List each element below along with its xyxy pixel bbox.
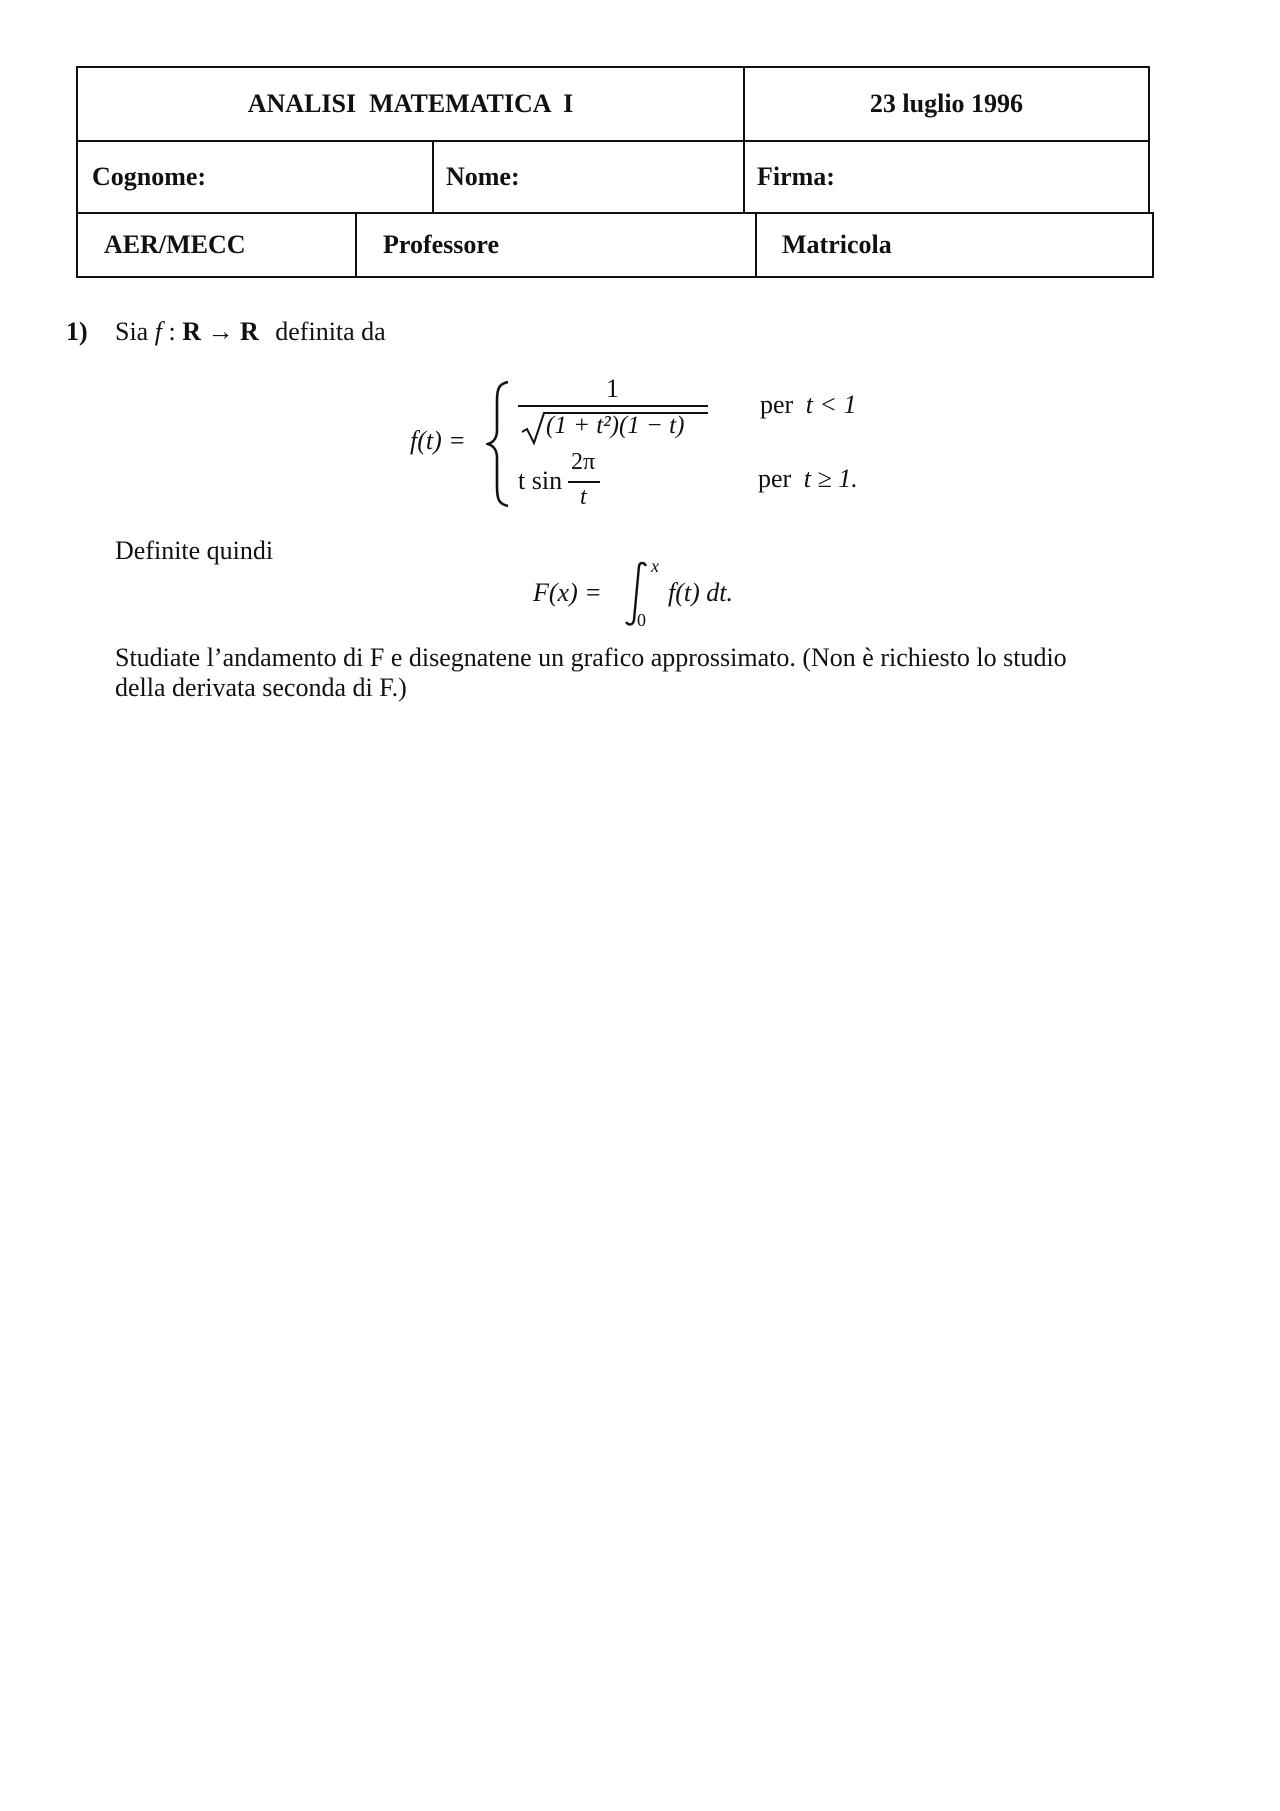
case1-cond-expr: t < 1	[805, 390, 857, 419]
course-code: AER/MECC	[104, 230, 246, 259]
integral-lhs: F(x) =	[533, 578, 602, 607]
exercise-number: 1)	[66, 317, 88, 346]
intro-r-codomain: R	[239, 317, 259, 346]
task-line-1: Studiate l’andamento di F e disegnatene un grafico approssimato. (Non è richiesto lo studio	[115, 643, 1067, 672]
case1-condition	[760, 390, 856, 420]
case2-fraction-bar	[568, 481, 600, 483]
exam-date: 23 luglio 1996	[869, 89, 1024, 118]
integral-lower-limit: 0	[637, 610, 646, 630]
case1-fraction-bar	[518, 405, 708, 407]
case2-condition	[758, 464, 858, 494]
course-title: ANALISI MATEMATICA I	[247, 89, 574, 118]
intro-colon: :	[161, 317, 183, 346]
table-divider-surname	[432, 140, 434, 214]
integral-upper-limit: x	[651, 556, 659, 576]
intro-arrow: →	[200, 317, 240, 346]
case2-denominator: t	[580, 484, 587, 510]
integral-body: f(t) dt.	[668, 578, 733, 607]
intro-f: f	[154, 317, 162, 346]
case2-cond-word: per	[758, 464, 792, 493]
table-divider-professor	[755, 212, 757, 278]
case2-numerator: 2π	[571, 449, 596, 475]
case2-prefix: t sin	[518, 466, 563, 495]
intro-sia: Sia	[115, 317, 149, 346]
table-border-right-lower	[1152, 212, 1154, 278]
intro-definita: definita da	[275, 317, 386, 346]
signature-label: Firma:	[757, 162, 835, 191]
student-id-label: Matricola	[782, 230, 892, 259]
table-divider-code	[355, 212, 357, 278]
case1-numerator: 1	[606, 374, 619, 403]
exercise-intro	[115, 316, 386, 348]
intro-r-domain: R	[182, 317, 201, 346]
formula-lhs: f(t) =	[410, 426, 466, 455]
case2-cond-expr: t ≥ 1.	[803, 464, 858, 493]
table-border-right-upper	[1148, 66, 1150, 214]
table-border-bottom	[76, 276, 1154, 278]
left-brace	[486, 380, 514, 508]
case1-cond-word: per	[760, 390, 794, 419]
name-label: Nome:	[446, 162, 520, 191]
then-text: Definite quindi	[115, 536, 274, 565]
professor-label: Professore	[383, 230, 499, 259]
surname-label: Cognome:	[92, 162, 207, 191]
case1-denominator: (1 + t²)(1 − t)	[546, 412, 685, 439]
task-line-2: della derivata seconda di F.)	[115, 673, 407, 702]
